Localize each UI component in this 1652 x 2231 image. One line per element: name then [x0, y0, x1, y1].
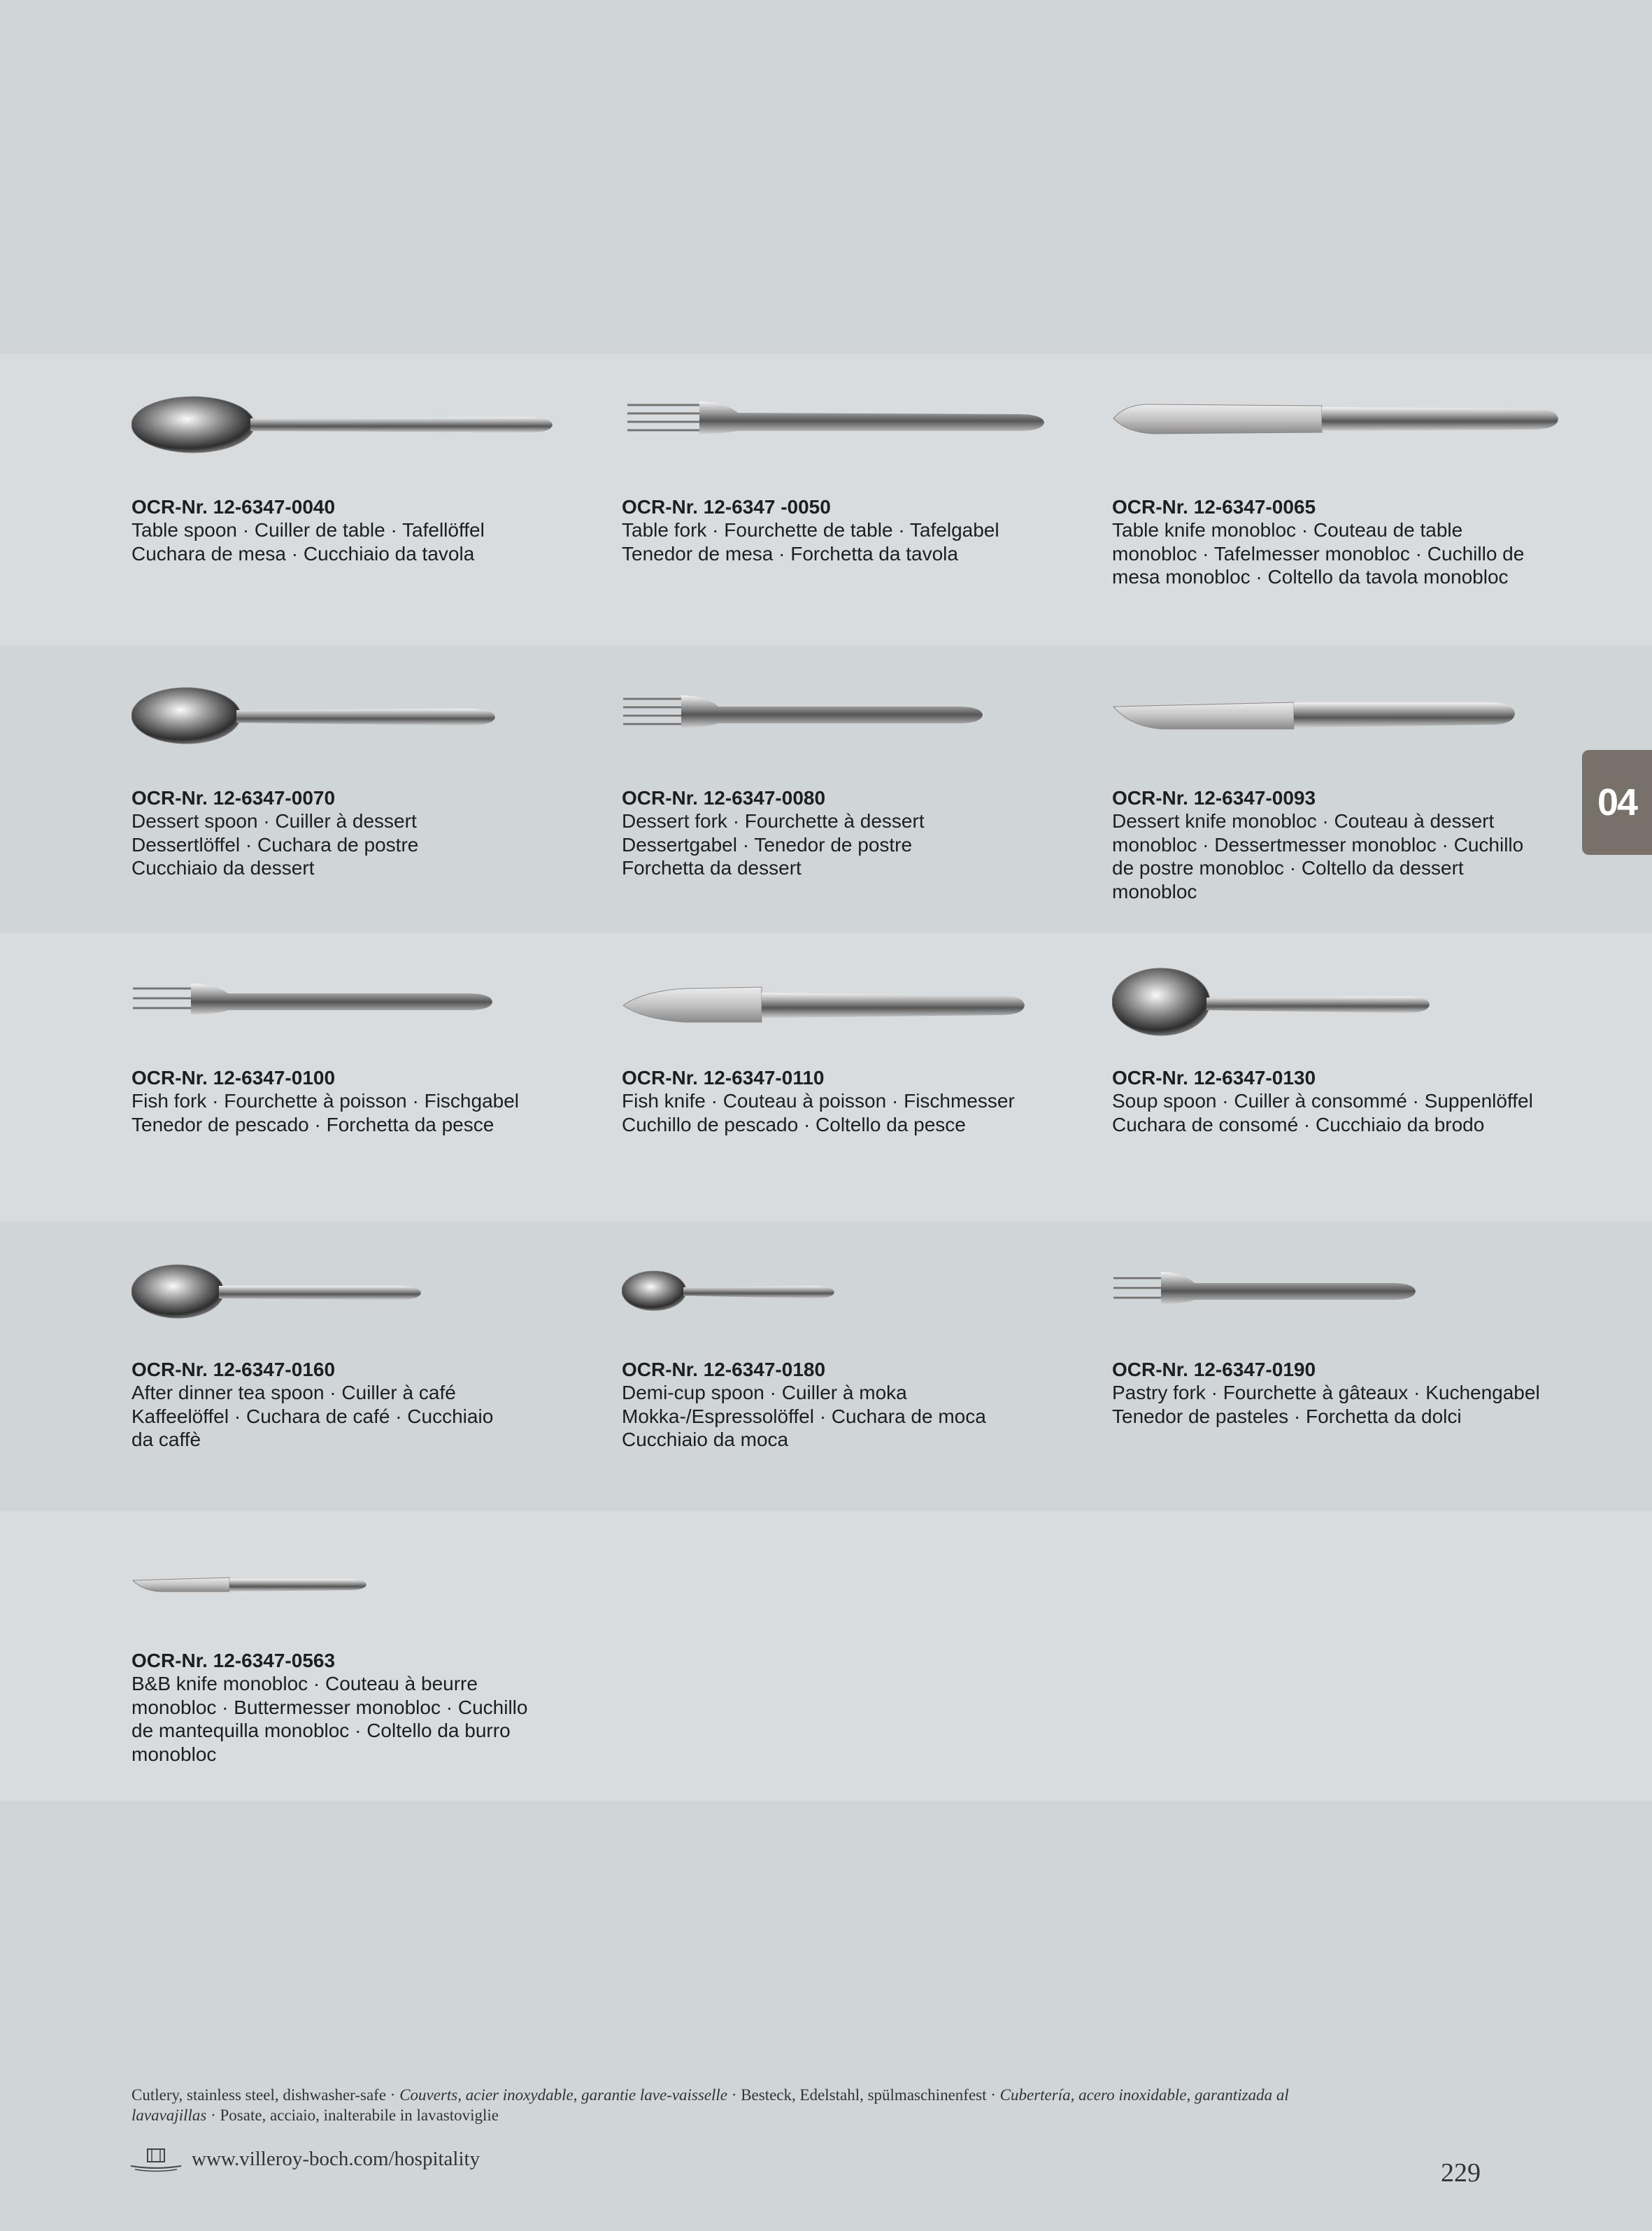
item-code: OCR-Nr. 12-6347-0080: [622, 787, 826, 809]
footer-note-de: · Besteck, Edelstahl, spülmaschinenfest ·: [727, 2086, 1000, 2104]
table-knife-icon: [1112, 397, 1560, 446]
item-code: OCR-Nr. 12-6347-0040: [131, 496, 336, 518]
item-description: Fish fork · Fourchette à poisson · Fischgabel Tenedor de pescado · Forchetta da pesce: [131, 1090, 520, 1135]
item-code: OCR-Nr. 12-6347-0065: [1112, 496, 1316, 518]
item-description: Table fork · Fourchette de table · Tafelgabel Tenedor de mesa · Forchetta da tavola: [622, 519, 999, 565]
item-description: Table knife monobloc · Couteau de table monobloc · Tafelmesser monobloc · Cuchillo de mesa monobloc · Coltello da tavola monobloc: [1112, 519, 1525, 588]
item-description: Dessert spoon · Cuiller à dessert Dessertlöffel · Cuchara de postre Cucchiaio da dessert: [131, 810, 419, 879]
item-description: Demi-cup spoon · Cuiller à moka Mokka-/Espressolöffel · Cuchara de moca Cucchiaio da moca: [622, 1382, 986, 1450]
item-code: OCR-Nr. 12-6347-0110: [622, 1067, 825, 1089]
item-description: After dinner tea spoon · Cuiller à café Kaffeelöffel · Cuchara de café · Cucchiaio da caffè: [131, 1382, 494, 1450]
dessert-knife-icon: [1112, 693, 1518, 742]
demi-cup-spoon-icon: [622, 1266, 839, 1315]
fish-knife-icon: [622, 983, 1027, 1032]
item-code: OCR-Nr. 12-6347-0070: [131, 787, 336, 809]
footer-note-fr: Couverts, acier inoxydable, garantie lave-vaisselle: [399, 2086, 728, 2104]
item-description: Dessert fork · Fourchette à dessert Dessertgabel · Tenedor de postre Forchetta da dessert: [622, 810, 925, 879]
item-code: OCR-Nr. 12-6347-0190: [1112, 1359, 1316, 1380]
footer-note-en: Cutlery, stainless steel, dishwasher-safe ·: [131, 2086, 400, 2104]
item-description: B&B knife monobloc · Couteau à beurre monobloc · Buttermesser monobloc · Cuchillo de mantequilla monobloc · Coltello da burro monobloc: [131, 1673, 528, 1765]
table-fork-icon: [626, 399, 1046, 448]
top-band: [0, 0, 1652, 354]
pastry-fork-icon: [1112, 1268, 1420, 1317]
item-code: OCR-Nr. 12-6347-0093: [1112, 787, 1316, 809]
item-description: Table spoon · Cuiller de table · Tafellöffel Cuchara de mesa · Cucchiaio da tavola: [131, 519, 485, 565]
table-spoon-icon: [131, 378, 558, 455]
footer-note-it: · Posate, acciaio, inalterabile in lavastoviglie: [206, 2106, 499, 2124]
fish-fork-icon: [131, 979, 495, 1028]
dessert-fork-icon: [622, 693, 985, 742]
section-tab: 04: [1582, 750, 1652, 855]
tea-spoon-icon: [131, 1259, 425, 1322]
footer-note: [131, 2085, 1320, 2125]
item-code: OCR-Nr. 12-6347-0180: [622, 1359, 826, 1380]
item-code: OCR-Nr. 12-6347-0563: [131, 1650, 336, 1671]
soup-spoon-icon: [1112, 965, 1434, 1042]
butter-knife-icon: [131, 1571, 369, 1599]
website-link[interactable]: www.villeroy-boch.com/hospitality: [192, 2148, 480, 2170]
page-number: 229: [1441, 2158, 1481, 2188]
item-description: Fish knife · Couteau à poisson · Fischmesser Cuchillo de pescado · Coltello da pesce: [622, 1090, 1015, 1135]
item-description: Dessert knife monobloc · Couteau à dessert monobloc · Dessertmesser monobloc · Cuchillo de postre monobloc · Coltello da dessert monobloc: [1112, 810, 1524, 902]
item-code: OCR-Nr. 12-6347-0160: [131, 1359, 336, 1380]
item-code: OCR-Nr. 12-6347 -0050: [622, 496, 831, 518]
villeroy-boch-logo: [129, 2145, 183, 2173]
footer-note-es: Cubertería, acero inoxidable, garantizada al lavavajillas: [131, 2086, 1289, 2124]
item-code: OCR-Nr. 12-6347-0100: [131, 1067, 336, 1089]
item-description: Pastry fork · Fourchette à gâteaux · Kuchengabel Tenedor de pasteles · Forchetta da dolci: [1112, 1382, 1540, 1427]
item-code: OCR-Nr. 12-6347-0130: [1112, 1067, 1316, 1089]
dessert-spoon-icon: [131, 675, 502, 752]
item-description: Soup spoon · Cuiller à consommé · Suppenlöffel Cuchara de consomé · Cucchiaio da brodo: [1112, 1090, 1533, 1135]
